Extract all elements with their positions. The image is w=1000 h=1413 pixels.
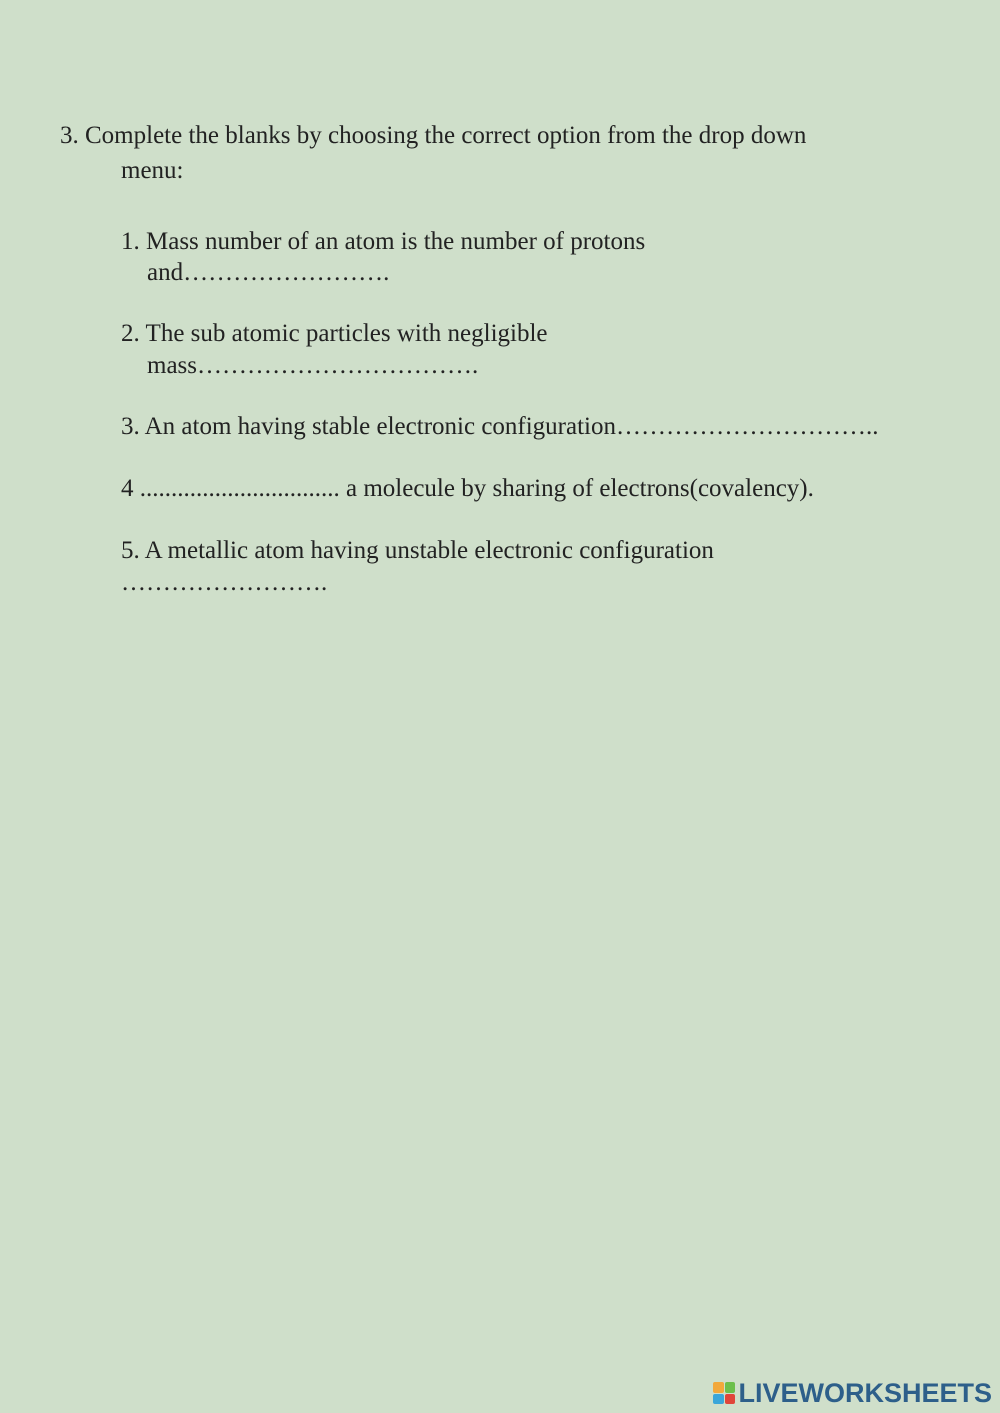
- question-heading-continued: menu:: [121, 157, 184, 184]
- item-4-text-with-blank[interactable]: 4 ................................ a molecule by sharing of electrons(covalency).: [121, 475, 814, 502]
- item-2-text: 2. The sub atomic particles with negligible: [121, 320, 548, 347]
- item-2-blank[interactable]: mass…………………………….: [147, 352, 479, 379]
- item-5-text: 5. A metallic atom having unstable electronic configuration: [121, 537, 714, 564]
- item-3-text-with-blank[interactable]: 3. An atom having stable electronic configuration…………………………..: [121, 413, 879, 440]
- watermark-text: LIVEWORKSHEETS: [738, 1378, 992, 1408]
- item-1-text: 1. Mass number of an atom is the number of protons: [121, 228, 646, 255]
- item-5-blank[interactable]: …………………….: [121, 569, 328, 596]
- item-1-blank[interactable]: and…………………….: [147, 259, 390, 286]
- question-heading: 3. Complete the blanks by choosing the correct option from the drop down: [60, 122, 807, 149]
- liveworksheets-watermark: [713, 1379, 992, 1407]
- liveworksheets-logo-icon: [713, 1382, 735, 1404]
